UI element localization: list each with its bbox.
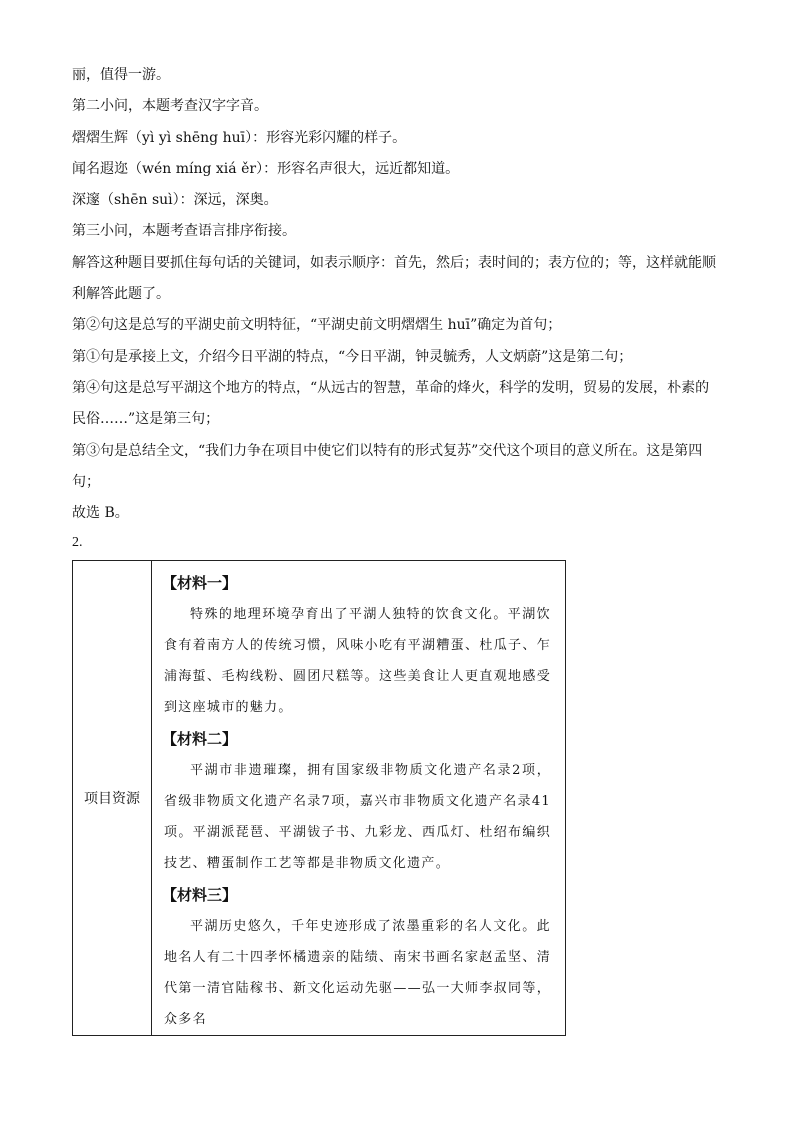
material-title: 【材料二】 — [162, 730, 238, 748]
text-line: 民俗……”这是第三句； — [72, 411, 220, 428]
text-line: 第三小问，本题考查语言排序衔接。 — [72, 223, 296, 240]
text-line: 深邃（shēn suì）：深远，深奥。 — [72, 192, 278, 209]
text-line: 第二小问，本题考查汉字字音。 — [72, 98, 268, 115]
text-line: 丽，值得一游。 — [72, 67, 170, 83]
material-title: 【材料三】 — [162, 886, 238, 904]
text-line: 第②句这是总写的平湖史前文明特征，“平湖史前文明熠熠生 huī”确定为首句； — [72, 317, 562, 334]
question-number: 2. — [72, 535, 83, 551]
text-line: 闻名遐迩（wén míng xiá ěr）：形容名声很大，远近都知道。 — [72, 160, 460, 177]
material-body: 平湖历史悠久，千年史迹形成了浓墨重彩的名人文化。此地名人有二十四孝怀橘遗亲的陆绩、南宋书画名家赵孟坚、清代第一清官陆稼书、新文化运动先驱——弘一大师李叔同等，众多名 — [164, 919, 551, 1027]
materials-cell — [152, 561, 566, 1036]
text-line: 熠熠生辉（yì yì shēng huī）：形容光彩闪耀的样子。 — [72, 129, 407, 146]
text-line: 利解答此题了。 — [72, 286, 170, 303]
table-row — [73, 561, 566, 1036]
text-line: 解答这种题目要抓住每句话的关键词，如表示顺序：首先，然后；表时间的；表方位的；等，这样就能顺 — [72, 254, 716, 271]
row-label: 项目资源 — [73, 561, 152, 1036]
material-body: 平湖市非遗璀璨，拥有国家级非物质文化遗产名录2项，省级非物质文化遗产名录7项，嘉兴市非物质文化遗产名录41项。平湖派琵琶、平湖钹子书、九彩龙、西瓜灯、杜绍布编织技艺、糟蛋制作工艺等都是非物质文化遗产。 — [164, 763, 551, 871]
text-line: 句； — [72, 473, 100, 490]
project-resource-table — [72, 560, 566, 1036]
answer-text — [72, 60, 732, 555]
material-title: 【材料一】 — [162, 574, 238, 592]
text-line: 故选 B。 — [72, 505, 129, 522]
text-line: 第①句是承接上文，介绍今日平湖的特点，“今日平湖，钟灵毓秀，人文炳蔚”这是第二句； — [72, 348, 633, 365]
text-line: 第④句这是总写平湖这个地方的特点，“从远古的智慧，革命的烽火，科学的发明，贸易的发展，朴素的 — [72, 379, 710, 396]
material-body: 特殊的地理环境孕育出了平湖人独特的饮食文化。平湖饮食有着南方人的传统习惯，风味小吃有平湖糟蛋、杜瓜子、乍浦海蜇、毛构线粉、圆团尺糕等。这些美食让人更直观地感受到这座城市的魅力。 — [164, 607, 551, 715]
text-line: 第③句是总结全文，“我们力争在项目中使它们以特有的形式复苏”交代这个项目的意义所在。这是第四 — [72, 442, 703, 459]
